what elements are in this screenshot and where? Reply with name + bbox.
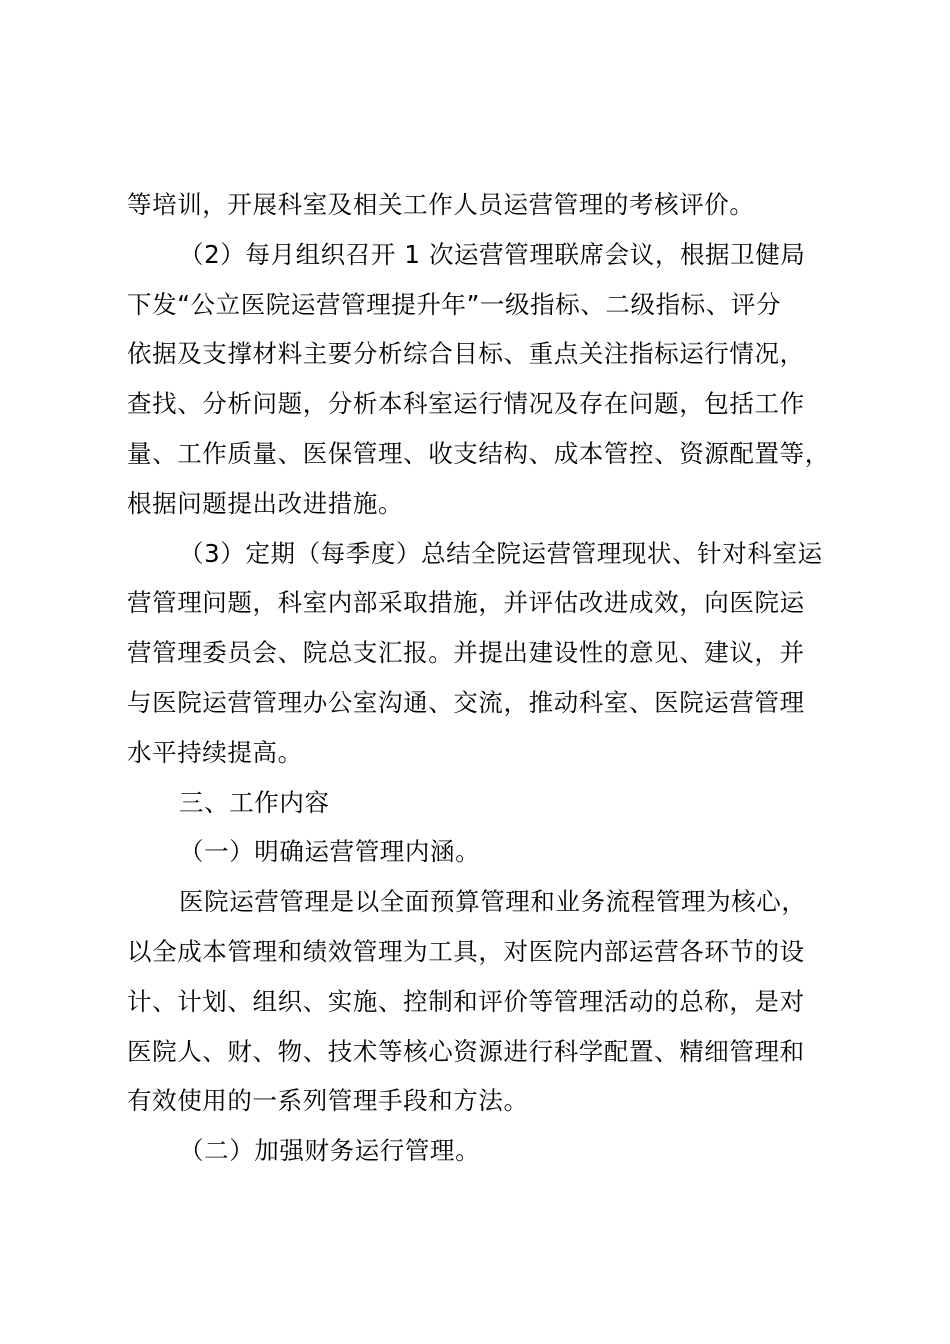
subsection-heading-2: （二）加强财务运行管理。 (179, 1136, 481, 1166)
text-line-1: 等培训，开展科室及相关工作人员运营管理的考核评价。 (127, 190, 755, 219)
text-line-17: 计、计划、组织、实施、控制和评价等管理活动的总称，是对 (127, 986, 805, 1016)
text-line-8: （3）定期（每季度）总结全院运营管理现状、针对科室运 (179, 538, 823, 568)
text-line-12: 水平持续提高。 (127, 737, 303, 767)
subsection-heading-1: （一）明确运营管理内涵。 (179, 837, 481, 867)
document-body (127, 180, 833, 1176)
text-line-16: 以全成本管理和绩效管理为工具，对医院内部运营各环节的设 (127, 936, 805, 966)
text-line-2: （2）每月组织召开 1 次运营管理联席会议，根据卫健局 (179, 239, 806, 269)
text-line-19: 有效使用的一系列管理手段和方法。 (127, 1086, 529, 1116)
text-line-7: 根据问题提出改进措施。 (127, 488, 404, 518)
text-line-10: 营管理委员会、院总支汇报。并提出建设性的意见、建议，并 (127, 638, 805, 668)
text-line-18: 医院人、财、物、技术等核心资源进行科学配置、精细管理和 (127, 1036, 805, 1066)
text-line-6: 量、工作质量、医保管理、收支结构、成本管控、资源配置等， (127, 438, 830, 468)
text-line-4: 依据及支撑材料主要分析综合目标、重点关注指标运行情况， (127, 339, 805, 369)
text-line-11: 与医院运营管理办公室沟通、交流，推动科室、医院运营管理 (127, 687, 805, 717)
text-line-3: 下发“公立医院运营管理提升年”一级指标、二级指标、评分 (127, 289, 782, 319)
section-heading: 三、工作内容 (179, 787, 330, 817)
text-line-15: 医院运营管理是以全面预算管理和业务流程管理为核心， (179, 887, 807, 917)
text-line-5: 查找、分析问题，分析本科室运行情况及存在问题，包括工作 (127, 389, 805, 419)
text-line-9: 营管理问题，科室内部采取措施，并评估改进成效，向医院运 (127, 588, 805, 618)
